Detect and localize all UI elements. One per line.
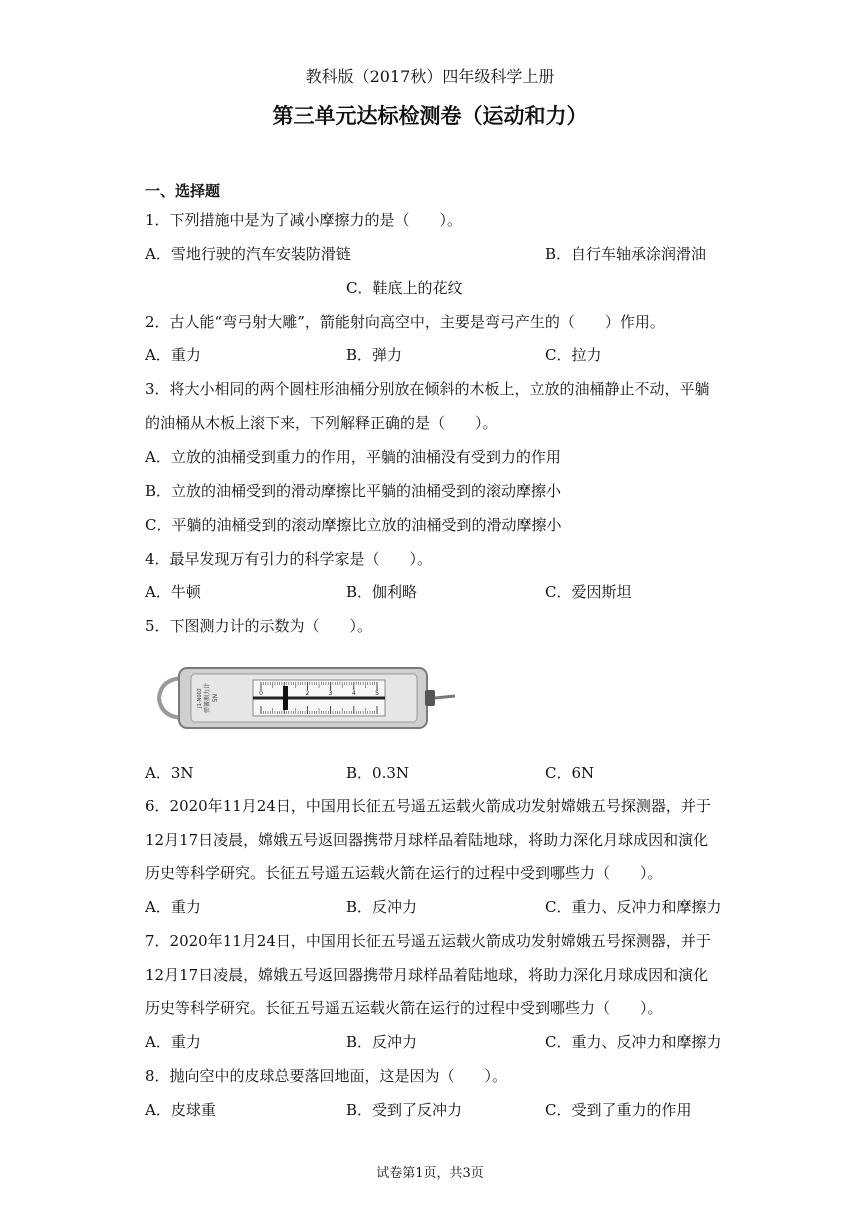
scale-unit-label: 5N [212,693,219,703]
question-3-stem-line-2: 的油桶从木板上滚下来，下列解释正确的是（ ）。 [145,414,498,432]
question-4-stem: 4．最早发现万有引力的科学家是（ ）。 [145,550,433,568]
spring-scale-figure [155,662,455,734]
scale-number: 4 [351,690,356,697]
exam-title: 第三单元达标检测卷（运动和力） [272,104,588,128]
scale-number: 3 [328,690,333,697]
question-5-option-c: C．6N [545,764,595,782]
scale-number: 2 [305,690,310,697]
section-heading: 一、选择题 [145,182,221,200]
question-7-option-a: A．重力 [145,1033,201,1051]
question-6-stem-line-2: 12月17日凌晨，嫦娥五号返回器携带月球样品着陆地球，将助力深化月球成因和演化 [145,831,709,849]
question-7-option-b: B．反冲力 [346,1033,418,1051]
question-7-stem-line-1: 7．2020年11月24日，中国用长征五号遥五运载火箭成功发射嫦娥五号探测器，并于 [145,932,711,950]
question-1-option-a: A．雪地行驶的汽车安装防滑链 [145,245,351,263]
question-6-option-b: B．反冲力 [346,898,418,916]
question-4-option-b: B．伽利略 [346,583,418,601]
question-3-stem-line-1: 3．将大小相同的两个圆柱形油桶分别放在倾斜的木板上，立放的油桶静止不动，平躺 [145,380,710,398]
question-8-option-c: C．受到了重力的作用 [545,1101,692,1119]
question-7-stem-line-2: 12月17日凌晨，嫦娥五号返回器携带月球样品着陆地球，将助力深化月球成因和演化 [145,966,709,984]
question-8-option-a: A．皮球重 [145,1101,216,1119]
question-5-option-a: A．3N [145,764,194,782]
question-7-option-c: C．重力、反冲力和摩擦力 [545,1033,722,1051]
scale-device-label: 弹簧测力计 [204,682,211,714]
question-3-option-a: A．立放的油桶受到重力的作用，平躺的油桶没有受到力的作用 [145,448,561,466]
scale-model-label: J1-N002 [197,688,203,708]
question-1-option-b: B．自行车轴承涂润滑油 [545,245,707,263]
question-4-option-c: C．爱因斯坦 [545,583,632,601]
question-4-option-a: A．牛顿 [145,583,201,601]
question-2-option-b: B．弹力 [346,346,403,364]
question-6-stem-line-3: 历史等科学研究。长征五号遥五运载火箭在运行的过程中受到哪些力（ ）。 [145,864,663,882]
question-6-option-a: A．重力 [145,898,201,916]
question-6-stem-line-1: 6．2020年11月24日，中国用长征五号遥五运载火箭成功发射嫦娥五号探测器，并于 [145,797,711,815]
question-2-stem: 2．古人能“弯弓射大雕”，箭能射向高空中，主要是弯弓产生的（ ）作用。 [145,313,665,331]
scale-number: 0 [259,690,263,697]
question-3-option-c: C．平躺的油桶受到的滚动摩擦比立放的油桶受到的滑动摩擦小 [145,516,562,534]
question-1-stem: 1．下列措施中是为了减小摩擦力的是（ ）。 [145,211,463,229]
question-5-stem: 5．下图测力计的示数为（ ）。 [145,617,373,635]
scale-number: 5 [375,690,379,697]
question-7-stem-line-3: 历史等科学研究。长征五号遥五运载火箭在运行的过程中受到哪些力（ ）。 [145,999,663,1017]
question-1-option-c: C．鞋底上的花纹 [346,279,463,297]
question-2-option-a: A．重力 [145,346,201,364]
question-5-option-b: B．0.3N [346,764,410,782]
scale-hook-icon [435,696,455,698]
exam-subtitle: 教科版（2017秋）四年级科学上册 [305,67,555,86]
question-8-stem: 8．抛向空中的皮球总要落回地面，这是因为（ ）。 [145,1067,508,1085]
page-footer: 试卷第1页，共3页 [376,1166,484,1181]
question-8-option-b: B．受到了反冲力 [346,1101,463,1119]
question-6-option-c: C．重力、反冲力和摩擦力 [545,898,722,916]
scale-pointer [283,686,288,710]
question-3-option-b: B．立放的油桶受到的滑动摩擦比平躺的油桶受到的滚动摩擦小 [145,482,562,500]
question-2-option-c: C．拉力 [545,346,602,364]
